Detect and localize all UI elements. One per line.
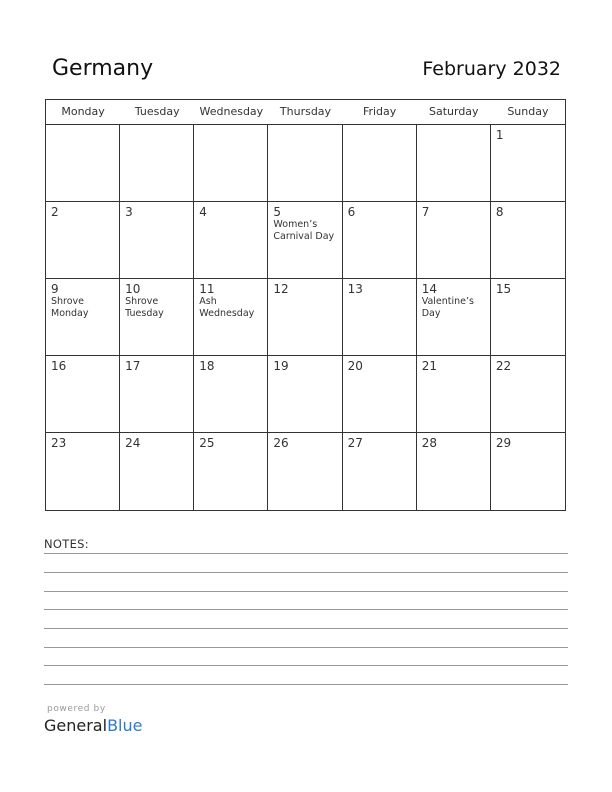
day-number: 19 bbox=[273, 359, 289, 373]
day-number: 23 bbox=[51, 436, 67, 450]
notes-line bbox=[44, 553, 568, 554]
day-cell bbox=[491, 202, 565, 279]
day-cell bbox=[417, 433, 491, 510]
day-number: 8 bbox=[495, 205, 504, 219]
day-number: 12 bbox=[273, 282, 289, 296]
day-number: 21 bbox=[421, 359, 437, 373]
day-cell bbox=[343, 202, 417, 279]
day-cell bbox=[194, 433, 268, 510]
day-number: 17 bbox=[125, 359, 141, 373]
holiday-label: Carnival Day bbox=[273, 231, 335, 242]
day-number: 22 bbox=[495, 359, 512, 373]
holiday-label: Tuesday bbox=[125, 308, 164, 319]
day-cell bbox=[194, 202, 268, 279]
day-cell bbox=[120, 279, 194, 356]
day-cell bbox=[120, 356, 194, 433]
day-cell bbox=[46, 125, 120, 202]
notes-line bbox=[44, 591, 568, 592]
calendar-grid bbox=[45, 99, 566, 511]
day-number: 20 bbox=[347, 359, 363, 373]
day-cell bbox=[194, 356, 268, 433]
day-cell bbox=[268, 125, 342, 202]
holiday-label: Shrove bbox=[51, 296, 85, 307]
weekday-monday: Monday bbox=[61, 105, 105, 118]
day-cell bbox=[120, 202, 194, 279]
day-cell bbox=[120, 433, 194, 510]
day-cell bbox=[268, 202, 342, 279]
day-cell bbox=[491, 279, 565, 356]
notes-line bbox=[44, 572, 568, 573]
weekday-header bbox=[46, 100, 565, 125]
day-number: 4 bbox=[199, 205, 207, 219]
day-cell bbox=[46, 279, 120, 356]
notes-line bbox=[44, 647, 568, 648]
holiday-label: Wednesday bbox=[199, 308, 255, 319]
holiday-label: Valentine’s bbox=[421, 296, 474, 307]
day-number: 1 bbox=[495, 128, 504, 142]
day-number: 27 bbox=[347, 436, 363, 450]
day-cell bbox=[417, 356, 491, 433]
day-number: 11 bbox=[199, 282, 215, 296]
day-number: 28 bbox=[421, 436, 437, 450]
day-number: 3 bbox=[125, 205, 133, 219]
weekday-thursday: Thursday bbox=[279, 105, 332, 118]
day-cell bbox=[343, 125, 417, 202]
weekday-saturday: Saturday bbox=[428, 105, 479, 118]
day-cell bbox=[343, 356, 417, 433]
weekday-tuesday: Tuesday bbox=[134, 105, 180, 118]
month-title: February 2032 bbox=[422, 58, 561, 80]
day-number: 24 bbox=[125, 436, 141, 450]
holiday-label: Women’s bbox=[273, 219, 318, 230]
day-cell bbox=[491, 356, 565, 433]
day-number: 14 bbox=[421, 282, 437, 296]
notes-line bbox=[44, 684, 568, 685]
day-number: 18 bbox=[199, 359, 215, 373]
day-cell bbox=[194, 279, 268, 356]
day-cell bbox=[417, 279, 491, 356]
day-cell bbox=[417, 202, 491, 279]
day-cell bbox=[46, 202, 120, 279]
notes-line bbox=[44, 628, 568, 629]
powered-by-text: powered by bbox=[47, 704, 106, 714]
day-number: 7 bbox=[421, 205, 430, 219]
day-cell bbox=[268, 279, 342, 356]
weekday-wednesday: Wednesday bbox=[199, 105, 264, 118]
day-number: 6 bbox=[347, 205, 356, 219]
day-number: 29 bbox=[495, 436, 512, 450]
holiday-label: Ash bbox=[199, 296, 217, 307]
notes-line bbox=[44, 609, 568, 610]
brand-blue: Blue bbox=[107, 716, 143, 735]
day-number: 5 bbox=[273, 205, 282, 219]
day-number: 2 bbox=[51, 205, 59, 219]
day-cell bbox=[343, 433, 417, 510]
day-number: 25 bbox=[199, 436, 215, 450]
day-cell bbox=[491, 433, 565, 510]
day-cell bbox=[343, 279, 417, 356]
day-cell bbox=[46, 356, 120, 433]
day-number: 9 bbox=[51, 282, 59, 296]
day-cell bbox=[194, 125, 268, 202]
day-number: 16 bbox=[51, 359, 67, 373]
day-cell bbox=[417, 125, 491, 202]
generalblue-logo[interactable] bbox=[44, 716, 142, 735]
brand-general: General bbox=[44, 716, 108, 735]
day-number: 15 bbox=[495, 282, 512, 296]
notes-line bbox=[44, 665, 568, 666]
day-cell bbox=[491, 125, 565, 202]
holiday-label: Shrove bbox=[125, 296, 159, 307]
day-cell bbox=[46, 433, 120, 510]
weekday-sunday: Sunday bbox=[507, 105, 549, 118]
day-cell bbox=[268, 356, 342, 433]
day-number: 10 bbox=[125, 282, 141, 296]
day-cells bbox=[46, 125, 565, 510]
notes-label: NOTES: bbox=[44, 537, 89, 551]
weekday-friday: Friday bbox=[362, 105, 397, 118]
holiday-label: Monday bbox=[51, 308, 89, 319]
day-number: 13 bbox=[347, 282, 363, 296]
holiday-label: Day bbox=[421, 308, 441, 319]
country-title: Germany bbox=[52, 56, 154, 81]
day-number: 26 bbox=[273, 436, 289, 450]
day-cell bbox=[120, 125, 194, 202]
day-cell bbox=[268, 433, 342, 510]
